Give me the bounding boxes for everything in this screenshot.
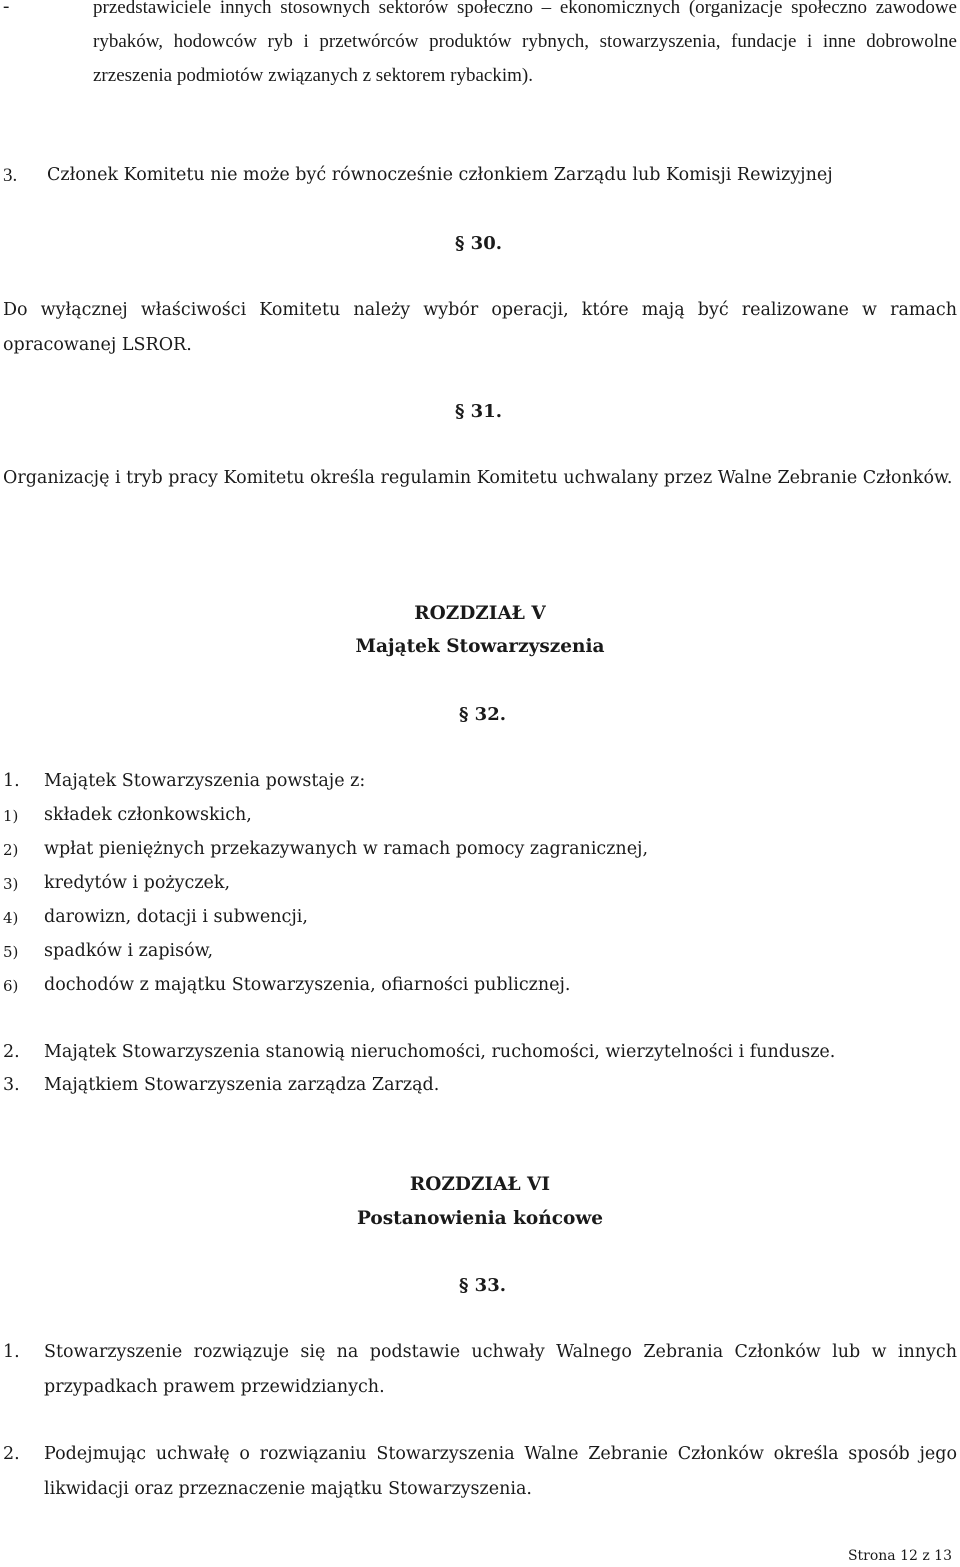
list-item-number: 4) [3,909,19,927]
list-item-text: darowizn, dotacji i subwencji, [44,907,308,927]
paragraph-number: 2. [3,1444,20,1464]
chapter-label: ROZDZIAŁ VI [409,1174,551,1195]
list-dash: - [3,0,10,17]
list-item-text: kredytów i pożyczek, [44,873,231,893]
section-mark: § 31. [455,401,502,422]
paragraph-number: 1. [3,771,20,791]
list-item-number: 5) [3,943,19,961]
paragraph-text: Podejmując uchwałę o rozwiązaniu Stowarzyszenia Walne Zebranie Członków określa sposób jego likwidacji oraz przeznaczenie majątku Stowarzyszenia. [44,1444,957,1499]
paragraph-number: 3. [3,1075,20,1095]
list-item-text: spadków i zapisów, [44,941,214,961]
paragraph-number: 2. [3,1042,20,1062]
section-mark: § 33. [459,1275,506,1296]
chapter-title: Majątek Stowarzyszenia [355,636,605,657]
item-number: 3. [3,165,18,186]
list-item-text: składek członkowskich, [44,805,252,825]
list-item-number: 6) [3,977,19,995]
paragraph: Do wyłącznej właściwości Komitetu należy wybór operacji, które mają być realizowane w ramach opracowanej LSROR. [3,300,957,355]
list-item-number: 2) [3,841,19,859]
paragraph-text: Stowarzyszenie rozwiązuje się na podstawie uchwały Walnego Zebrania Członków lub w innych przypadkach prawem przewidzianych. [44,1342,957,1397]
list-item-text: wpłat pieniężnych przekazywanych w ramach pomocy zagranicznej, [44,839,649,859]
paragraph-number: 1. [3,1342,20,1362]
paragraph-text: Majątek Stowarzyszenia stanowią nieruchomości, ruchomości, wierzytelności i fundusze. [44,1042,836,1062]
paragraph: Organizację i tryb pracy Komitetu określa regulamin Komitetu uchwalany przez Walne Zebranie Członków. [3,468,953,488]
list-item-number: 3) [3,875,19,893]
paragraph-text: Majątkiem Stowarzyszenia zarządza Zarząd. [44,1075,440,1095]
chapter-label: ROZDZIAŁ V [414,603,546,624]
chapter-title: Postanowienia końcowe [356,1208,604,1229]
list-item-text: przedstawiciele innych stosownych sektorów społeczno – ekonomicznych (organizacje społeczno zawodowe rybaków, hodowców ryb i przetwórców produktów rybnych, stowarzyszenia, fundacje i inne dobrowolne zrzeszenia podmiotów związanych z sektorem rybackim). [93,0,957,86]
page-number: Strona 12 z 13 [847,1548,952,1564]
section-mark: § 32. [459,704,506,725]
paragraph-text: Majątek Stowarzyszenia powstaje z: [44,771,366,791]
list-item-number: 1) [3,807,19,825]
item-text: Członek Komitetu nie może być równocześnie członkiem Zarządu lub Komisji Rewizyjnej [47,165,833,185]
section-mark: § 30. [455,233,502,254]
list-item-text: dochodów z majątku Stowarzyszenia, ofiarności publicznej. [44,975,571,995]
